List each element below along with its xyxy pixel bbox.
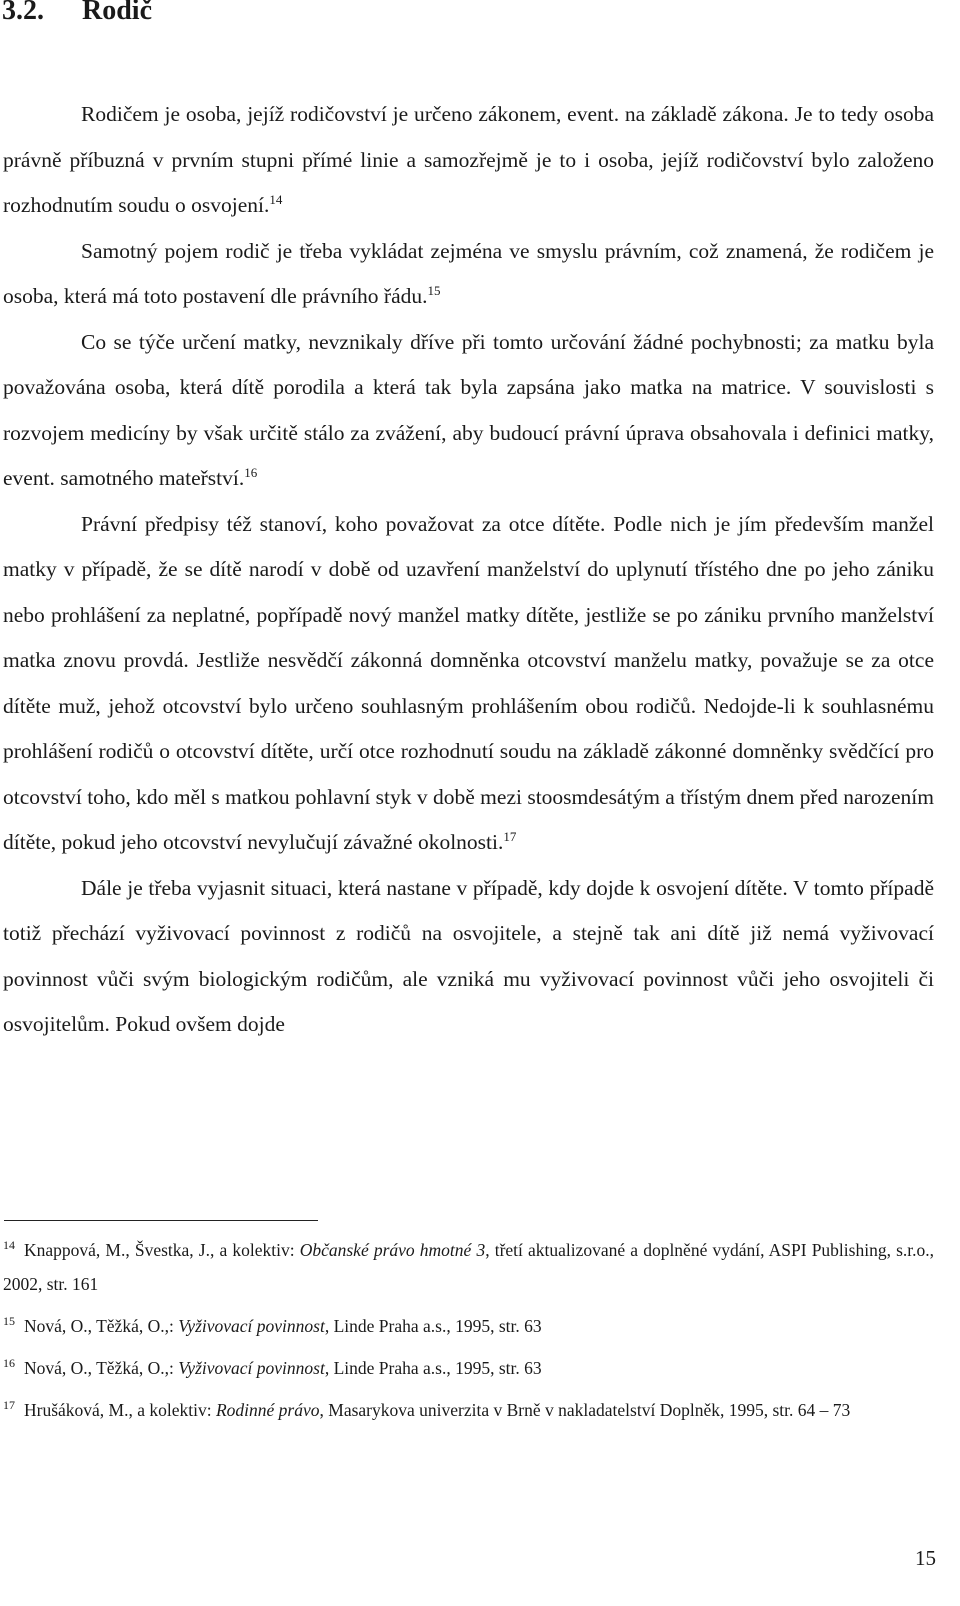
footnote-title: Vyživovací povinnost (178, 1358, 325, 1378)
footnote-text: , Linde Praha a.s., 1995, str. 63 (324, 1316, 542, 1336)
paragraph (3, 866, 934, 1048)
footnote-reference: 15 (427, 283, 441, 298)
section-title: Rodič (82, 0, 152, 26)
footnote-separator (4, 1220, 318, 1221)
footnote-text: Knappová, M., Švestka, J., a kolektiv: (24, 1240, 300, 1260)
footnote-reference: 17 (503, 829, 517, 844)
footnote-number: 16 (3, 1356, 15, 1370)
footnote-text: , Masarykova univerzita v Brně v nakladatelství Doplněk, 1995, str. 64 – 73 (319, 1400, 851, 1420)
paragraph (3, 229, 934, 320)
footnote (3, 1309, 934, 1343)
paragraph-text: Co se týče určení matky, nevznikaly dříve při tomto určování žádné pochybnosti; za matku byla považována osoba, která dítě porodila a která tak byla zapsána jako matka na matrice. V souvislosti s rozvojem medicíny by však určitě stálo za zvážení, aby budoucí právní úprava obsahovala i definici matky, event. samotného mateřství. (3, 329, 934, 490)
footnote-text: , Linde Praha a.s., 1995, str. 63 (324, 1358, 542, 1378)
section-number: 3.2. (2, 0, 44, 26)
footnote (3, 1233, 934, 1301)
paragraph (3, 92, 934, 229)
footnote-title: Vyživovací povinnost (178, 1316, 325, 1336)
footnote-title: Občanské právo hmotné 3 (299, 1240, 486, 1260)
paragraph (3, 320, 934, 502)
footnotes (3, 1233, 934, 1435)
footnote-title: Rodinné právo (215, 1400, 320, 1420)
footnote (3, 1393, 934, 1427)
footnote-text: , třetí aktualizované a doplněné vydání, ASPI Publishing, s.r.o., 2002, str. 161 (3, 1240, 934, 1294)
footnote-text: Nová, O., Těžká, O.,: (24, 1358, 179, 1378)
footnote-reference: 16 (244, 465, 258, 480)
page-number: 15 (915, 1546, 936, 1570)
footnote-number: 15 (3, 1314, 15, 1328)
section-heading (2, 0, 152, 28)
paragraph-text: Dále je třeba vyjasnit situaci, která nastane v případě, kdy dojde k osvojení dítěte. V tomto případě totiž přechází vyživovací povinnost z rodičů na osvojitele, a stejně tak ani dítě již nemá vyživovací povinnost vůči svým biologickým rodičům, ale vzniká mu vyživovací povinnost vůči jeho osvojiteli či osvojitelům. Pokud ovšem dojde (3, 875, 934, 1036)
footnote-reference: 14 (269, 192, 283, 207)
paragraph-text: Právní předpisy též stanoví, koho považovat za otce dítěte. Podle nich je jím především manžel matky v případě, že se dítě narodí v době od uzavření manželství do uplynutí třístého dne po jeho zániku nebo prohlášení za neplatné, popřípadě nový manžel matky dítěte, jestliže se po zániku prvního manželství matka znovu provdá. Jestliže nesvědčí zákonná domněnka otcovství manželu matky, považuje se za otce dítěte muž, jehož otcovství bylo určeno souhlasným prohlášením obou rodičů. Nedojde-li k souhlasnému prohlášení rodičů o otcovství dítěte, určí otce rozhodnutí soudu na základě zákonné domněnky svědčící pro otcovství toho, kdo měl s matkou pohlavní styk v době mezi stoosmdesátým a třístým dnem před narozením dítěte, pokud jeho otcovství nevylučují závažné okolnosti. (3, 511, 934, 854)
body-text (3, 92, 934, 1048)
footnote-text: Nová, O., Těžká, O.,: (24, 1316, 179, 1336)
footnote-number: 14 (3, 1238, 15, 1252)
paragraph-text: Rodičem je osoba, jejíž rodičovství je určeno zákonem, event. na základě zákona. Je to tedy osoba právně příbuzná v prvním stupni přímé linie a samozřejmě je to i osoba, jejíž rodičovství bylo založeno rozhodnutím soudu o osvojení. (3, 102, 934, 217)
paragraph-text: Samotný pojem rodič je třeba vykládat zejména ve smyslu právním, což znamená, že rodičem je osoba, která má toto postavení dle právního řádu. (3, 238, 934, 308)
footnote-text: Hrušáková, M., a kolektiv: (24, 1400, 216, 1420)
paragraph (3, 502, 934, 866)
footnote-number: 17 (3, 1398, 15, 1412)
footnote (3, 1351, 934, 1385)
